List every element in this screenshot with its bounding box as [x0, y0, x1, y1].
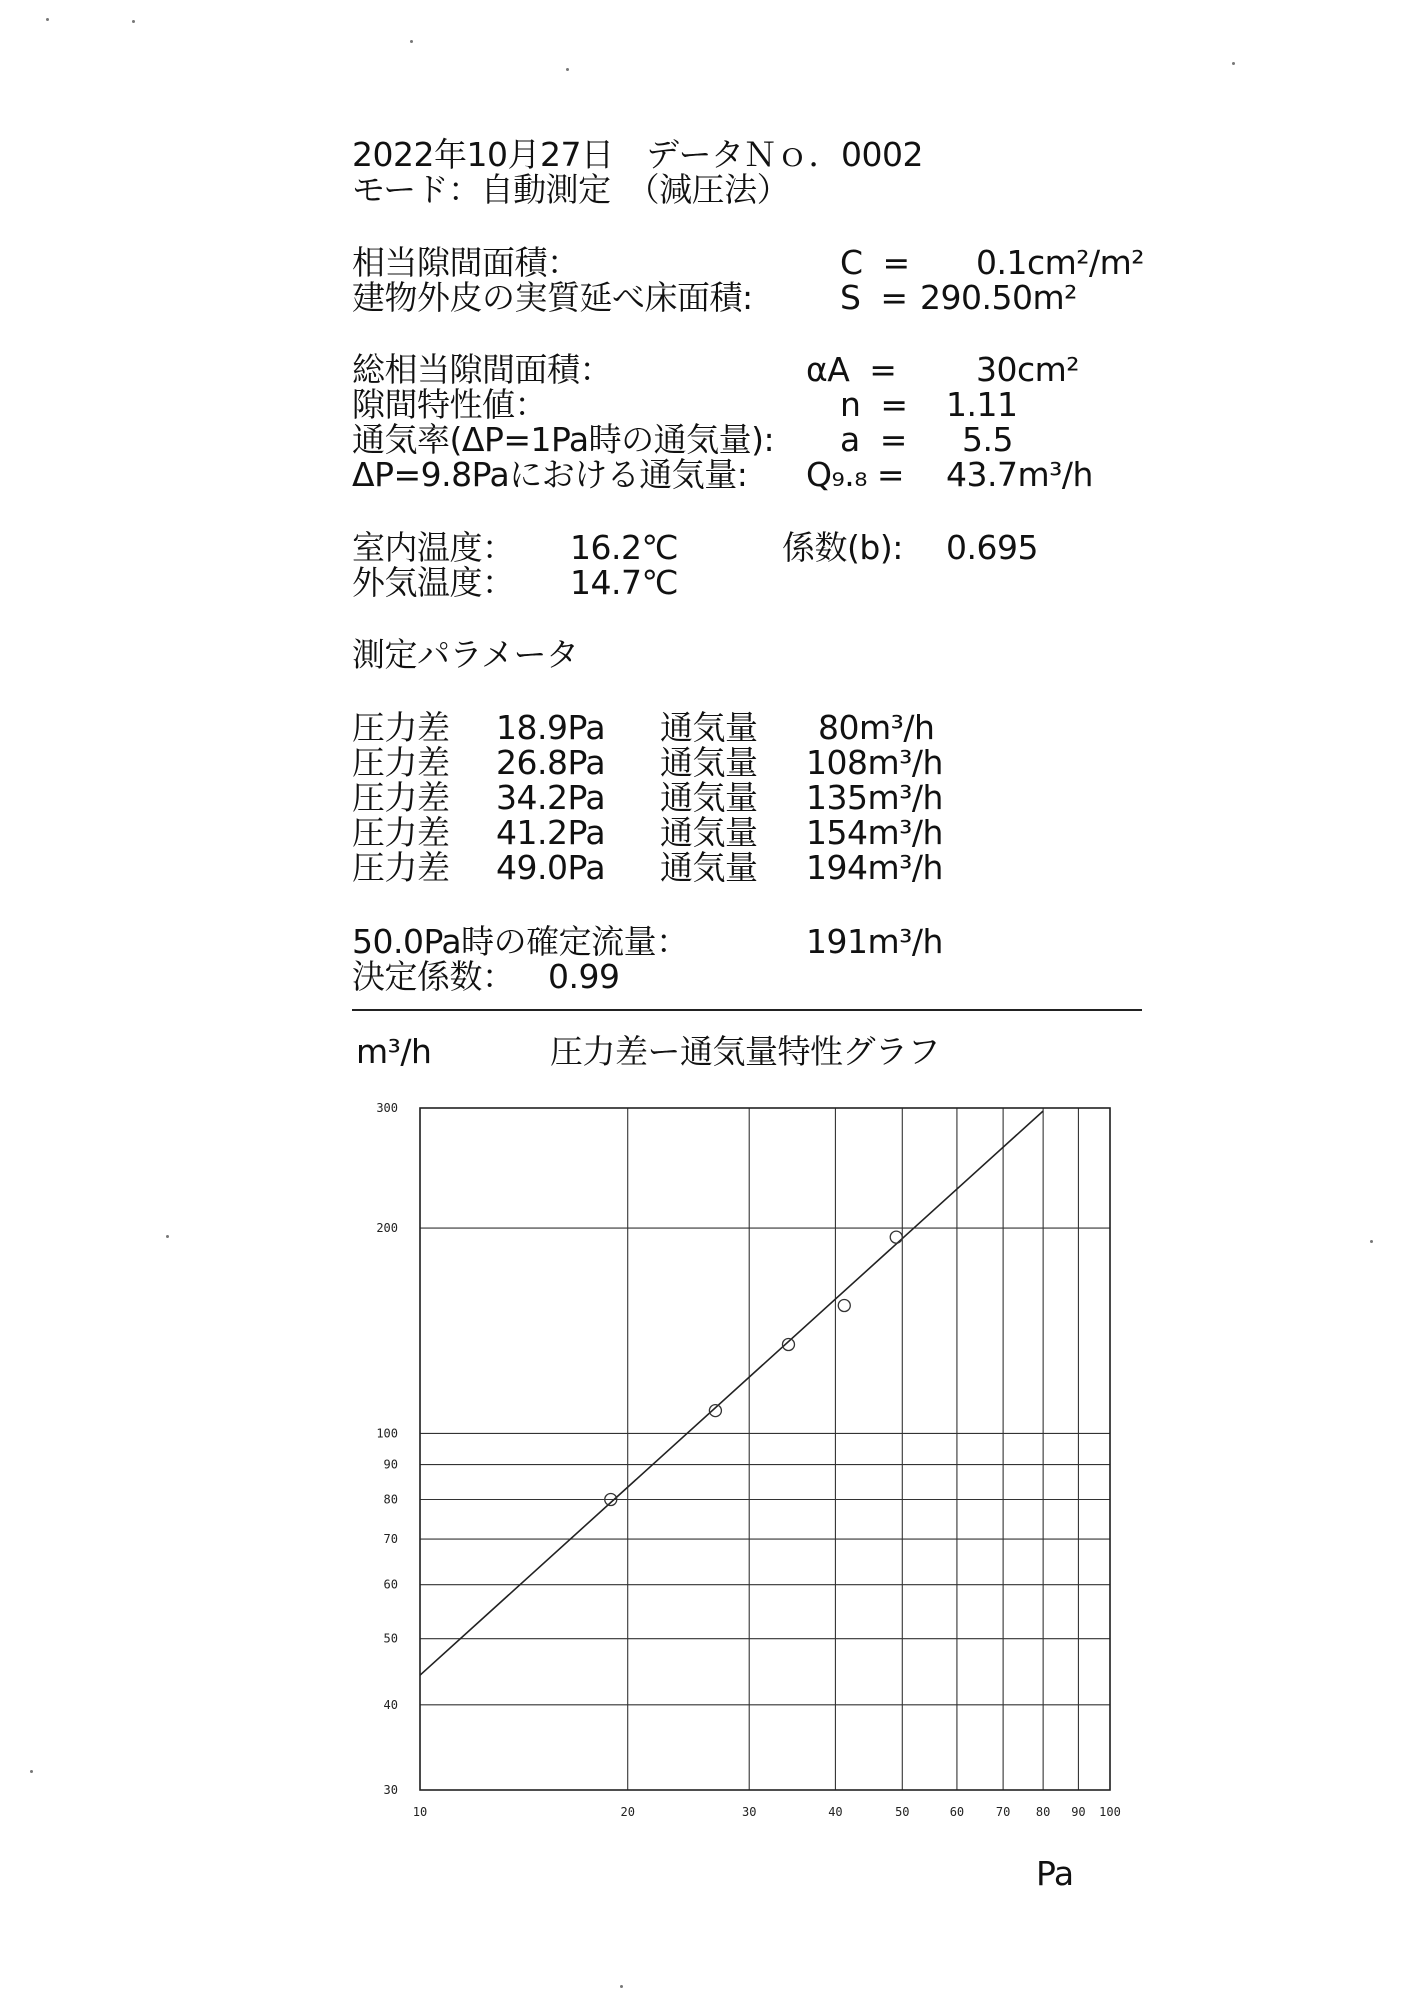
a-label: 通気率(ΔP=1Pa時の通気量):	[352, 420, 775, 459]
mode-line: モード：自動測定 （減圧法）	[352, 170, 790, 209]
coefficient-value: 0.695	[946, 528, 1038, 567]
scan-speck	[620, 1985, 623, 1988]
outdoor-temp-label: 外気温度：	[352, 563, 515, 602]
aa-symbol: αA =	[806, 350, 897, 389]
plot-frame	[420, 1108, 1110, 1790]
scan-speck	[410, 40, 413, 43]
pressure-label: 圧力差	[352, 708, 450, 747]
outdoor-temp-value: 14.7℃	[570, 563, 679, 602]
pressure-label: 圧力差	[352, 848, 450, 887]
x-tick-label: 30	[741, 1805, 757, 1819]
scan-speck	[1232, 62, 1235, 65]
c-value: 0.1cm²/m²	[976, 243, 1144, 282]
n-symbol: n =	[840, 385, 908, 424]
chart-ylabel: m³/h	[356, 1032, 432, 1071]
a-symbol: a =	[840, 420, 907, 459]
data-point	[838, 1300, 850, 1312]
indoor-temp-label: 室内温度：	[352, 528, 515, 567]
y-tick-label: 200	[376, 1221, 398, 1236]
flow-value: 194m³/h	[806, 848, 943, 887]
x-tick-label: 70	[995, 1805, 1011, 1819]
pressure-value: 26.8Pa	[496, 743, 606, 782]
pressure-flow-chart	[352, 1090, 1142, 1850]
pressure-value: 34.2Pa	[496, 778, 606, 817]
aa-label: 総相当隙間面積：	[352, 350, 612, 389]
y-tick-label: 40	[383, 1697, 398, 1712]
s-symbol: S =	[840, 278, 908, 317]
y-tick-label: 90	[383, 1457, 398, 1472]
y-tick-label: 60	[383, 1577, 398, 1592]
scan-speck	[132, 20, 135, 23]
n-label: 隙間特性値：	[352, 385, 547, 424]
q-symbol: Q₉.₈ =	[806, 455, 905, 494]
pressure-label: 圧力差	[352, 778, 450, 817]
aa-value: 30cm²	[976, 350, 1080, 389]
y-tick-label: 30	[383, 1783, 398, 1797]
pressure-value: 41.2Pa	[496, 813, 606, 852]
a-value: 5.5	[962, 420, 1013, 459]
s-label: 建物外皮の実質延べ床面積:	[352, 278, 753, 317]
flow-label: 通気量	[660, 848, 758, 887]
pressure-label: 圧力差	[352, 813, 450, 852]
determined-flow-label: 50.0Pa時の確定流量：	[352, 922, 689, 961]
date-line: 2022年10月27日 データＮｏ．0002	[352, 135, 923, 174]
q-value: 43.7m³/h	[946, 455, 1093, 494]
y-tick-label: 100	[376, 1426, 398, 1441]
x-tick-label: 50	[895, 1805, 910, 1819]
n-value: 1.11	[946, 385, 1018, 424]
x-tick-label: 40	[828, 1805, 843, 1819]
pressure-value: 49.0Pa	[496, 848, 606, 887]
fit-line	[420, 1111, 1043, 1675]
y-tick-label: 80	[383, 1492, 398, 1507]
c-label: 相当隙間面積：	[352, 243, 580, 282]
scan-speck	[46, 18, 49, 21]
scan-speck	[566, 68, 569, 71]
chart-xlabel: Pa	[1036, 1854, 1074, 1893]
determined-flow-value: 191m³/h	[806, 922, 943, 961]
indoor-temp-value: 16.2℃	[570, 528, 679, 567]
y-tick-label: 50	[383, 1631, 398, 1646]
x-tick-label: 20	[620, 1805, 635, 1819]
section-divider	[352, 1009, 1142, 1011]
scan-speck	[1370, 1240, 1373, 1243]
flow-value: 135m³/h	[806, 778, 943, 817]
y-tick-label: 300	[376, 1101, 398, 1115]
coefficient-label: 係数(b):	[782, 528, 903, 567]
chart-title: 圧力差ー通気量特性グラフ	[550, 1032, 940, 1071]
data-point	[890, 1231, 902, 1243]
flow-label: 通気量	[660, 708, 758, 747]
flow-label: 通気量	[660, 778, 758, 817]
flow-label: 通気量	[660, 813, 758, 852]
flow-value: 108m³/h	[806, 743, 943, 782]
x-tick-label: 90	[1071, 1805, 1086, 1819]
flow-label: 通気量	[660, 743, 758, 782]
flow-value: 154m³/h	[806, 813, 943, 852]
c-symbol: C =	[840, 243, 910, 282]
params-title: 測定パラメータ	[352, 635, 579, 674]
s-value: 290.50m²	[920, 278, 1077, 317]
y-tick-label: 70	[383, 1532, 398, 1547]
x-tick-label: 10	[412, 1805, 428, 1819]
q-label: ΔP=9.8Paにおける通気量:	[352, 455, 748, 494]
x-tick-label: 60	[949, 1805, 965, 1819]
flow-value: 80m³/h	[818, 708, 935, 747]
r2-value: 0.99	[548, 957, 620, 996]
r2-label: 決定係数：	[352, 957, 515, 996]
scan-speck	[30, 1770, 33, 1773]
scan-speck	[166, 1235, 169, 1238]
x-tick-label: 80	[1035, 1805, 1051, 1819]
pressure-value: 18.9Pa	[496, 708, 606, 747]
pressure-label: 圧力差	[352, 743, 450, 782]
x-tick-label: 100	[1099, 1805, 1121, 1819]
